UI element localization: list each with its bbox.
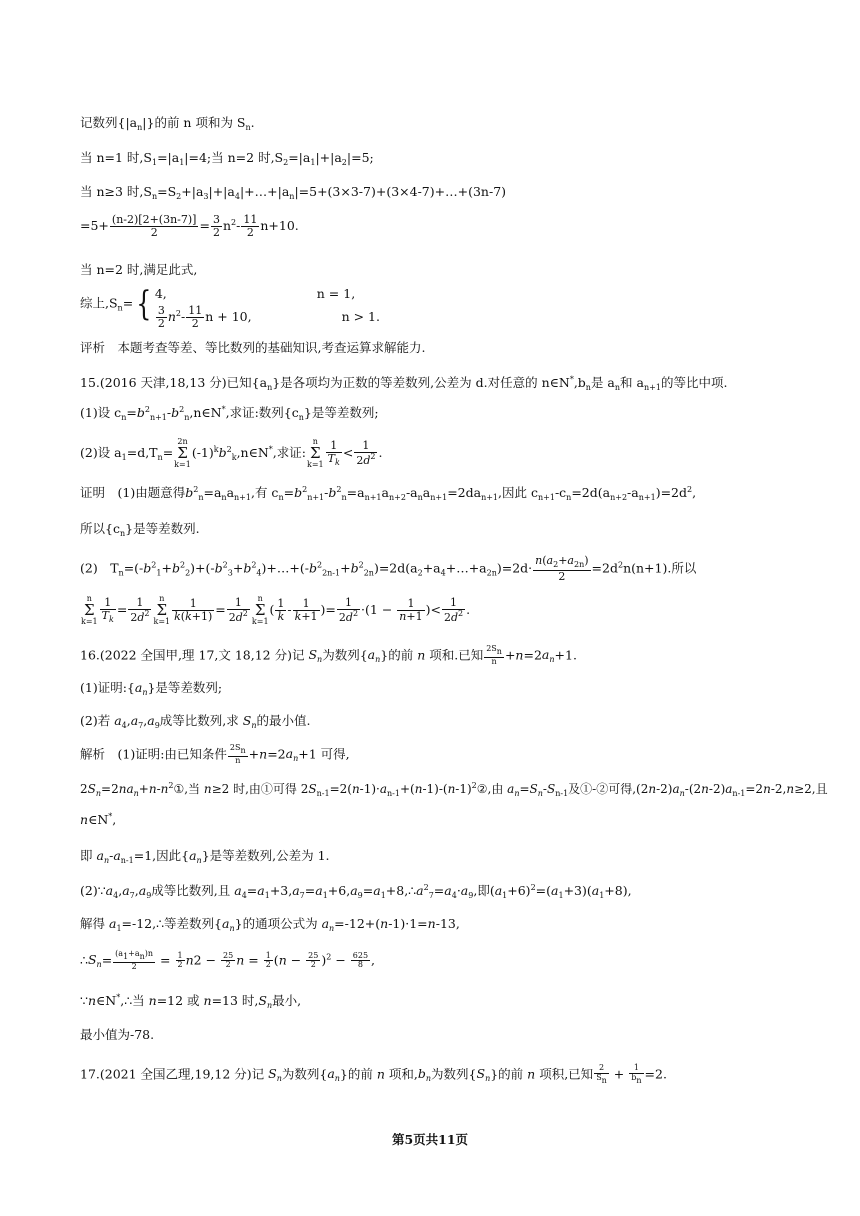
text-line: $2S_n=2na_n+n-n^2①$,当 n≥2 时,由①可得 $2S_{n-1}=2(n-1)\cdot a_{n-1}+(n-1)-(n-1)^2②$,由 $a_n=S_n-S_{n-1}$及①-②可得$,(2n-2)a_n-(2n-2)a_{n-1}=2n-2,n\ge 2$,且 <box>80 781 828 798</box>
formula-line: 综上$,S_n=${ 4, n = 1, $\frac{3}{2}$ $n^2-$ $\frac{11}{2}$ n + 10, n > 1. <box>80 284 380 330</box>
text-line: (1)证明$:\{a_n\}$是等差数列; <box>80 680 223 697</box>
text-line: 即 $a_n-a_{n-1}=1$,因此$\{a_n\}$是等差数列,公差为 1. <box>80 848 330 865</box>
text-line: 当 n≥3 时$,S_n=S_2+|a_3|+|a_4|+\dots+|a_n|=5+(3\times 3-7)+(3\times 4-7)+\dots+(3n-7)$ <box>80 184 507 201</box>
text-line: 所以$\{c_n\}$是等差数列. <box>80 521 200 538</box>
text-line: 解析 (1)证明:由已知条件 $\frac{2Sn}{n}$ $+n=2a_n+1$ 可得, <box>80 743 350 765</box>
text-line: 评析 本题考查等差、等比数列的基础知识,考查运算求解能力. <box>80 340 426 355</box>
problem-heading: 17.(2021 全国乙理,19,12 分)记 $S_n$为数列$\{a_n\}$的前 n 项和$,b_n$为数列$\{S_n\}$的前 n 项积,已知 $\frac{2}{Sn}$ + $\frac{1}{bn}$ =2. <box>80 1063 667 1085</box>
problem-heading: 16.(2022 全国甲,理 17,文 18,12 分)记 $S_n$为数列$\{a_n\}$的前 n 项和.已知 $\frac{2Sn}{n}$ $+n=2a_n+1$. <box>80 644 577 666</box>
text-line: 记数列$\{|a_n|\}$的前 n 项和为 $S_n$. <box>80 115 255 132</box>
text-line: ∵n∈N*,∴当 n=12 或 n=13 时$,S_n$最小, <box>80 993 302 1010</box>
text-line: (2)若 $a_4,a_7,a_9$成等比数列,求 $S_n$的最小值. <box>80 713 311 730</box>
formula-line: (2) $T_n=(-b^2_1+b^2_2)+(-b^2_3+b^2_4)+\dots+(-b^2_{2n-1}+b^2_{2n})=2d(a_2+a_4+\dots+a_{2n})=2d\cdot$ $\frac{n(a_2+a_{2n})}{2}$ $=2d^2n(n+1)$.所以 <box>80 554 697 583</box>
formula-line: (1)设 $c_n=b^2_{n+1}-b^2_n,n\in N^*$,求证:数列$\{c_n\}$是等差数列; <box>80 405 379 422</box>
text-line: 解得 $a_1=-12,\therefore$等差数列$\{a_n\}$的通项公式为 $a_n=-12+(n-1)\cdot 1=n-13$, <box>80 916 460 933</box>
problem-heading: 15.(2016 天津,18,13 分)已知$\{a_n\}$是各项均为正数的等差数列,公差为 d.对任意的 $n\in N^*,b_n$是 $a_n$和 $a_{n+1}$的等比中项. <box>80 375 728 392</box>
formula-line: (2)设 $a_1=d,T_n=2n$ Σ $k=1(-1)^kb^2_k,n\in N^*$,求证:n Σ k=1 $\frac{1}{T_k}$ < $\frac{1}{2d^2}$ . <box>80 437 383 469</box>
formula-line: n Σ k=1 $\frac{1}{T_k}$ = $\frac{1}{2d^2}$ n Σ k=1 $\frac{1}{k(k+1)}$ = $\frac{1}{2d^2}$ n Σ k=1( $\frac{1}{k}$ - $\frac{1}{k+1}$ )= $\frac{1}{2d^2}$ ·(1 − $\frac{1}{n+1}$ )< $\frac{1}{2d^2}$ . <box>81 594 471 626</box>
formula-line: $\therefore S_n=$ $\frac{(a1+an)n}{2}$ = $\frac{1}{2}$ n2 − $\frac{25}{2}$ n = $\frac{1}{2}$ (n − $\frac{25}{2}$ )$^2$ − $\frac{625}{8}$ , <box>80 949 376 971</box>
text-line: $(2)\because a_4,a_7,a_9$成等比数列,且 $a_4=a_1+3,a_7=a_1+6,a_9=a_1+8,\therefore a^2_7=a_4\cdot a_9$,即$(a_1+6)^2=(a_1+3)(a_1+8)$, <box>80 883 632 900</box>
text-line: 最小值为-78. <box>80 1027 155 1042</box>
text-line: 当 n=2 时,满足此式, <box>80 262 198 277</box>
text-line: n∈N*, <box>80 812 117 827</box>
text-line: 当 n=1 时$,S_1=|a_1|=4$;当 n=2 时$,S_2=|a_1|+|a_2|=5$; <box>80 150 374 167</box>
formula-line: =5+ $\frac{(n-2)[2+(3n-7)]}{2}$ = $\frac{3}{2}$ $n^2-$ $\frac{11}{2}$ n+10. <box>80 213 299 240</box>
page-footer: 第5页共11页 <box>391 1132 469 1147</box>
formula-line: 证明 (1)由题意得$b^2_n=a_na_{n+1}$,有 $c_n=b^2_{n+1}-b^2_n=a_{n+1}a_{n+2}-a_na_{n+1}=2da_{n+1}$,因此 $c_{n+1}-c_n=2d(a_{n+2}-a_{n+1})=2d^2$, <box>80 485 697 502</box>
